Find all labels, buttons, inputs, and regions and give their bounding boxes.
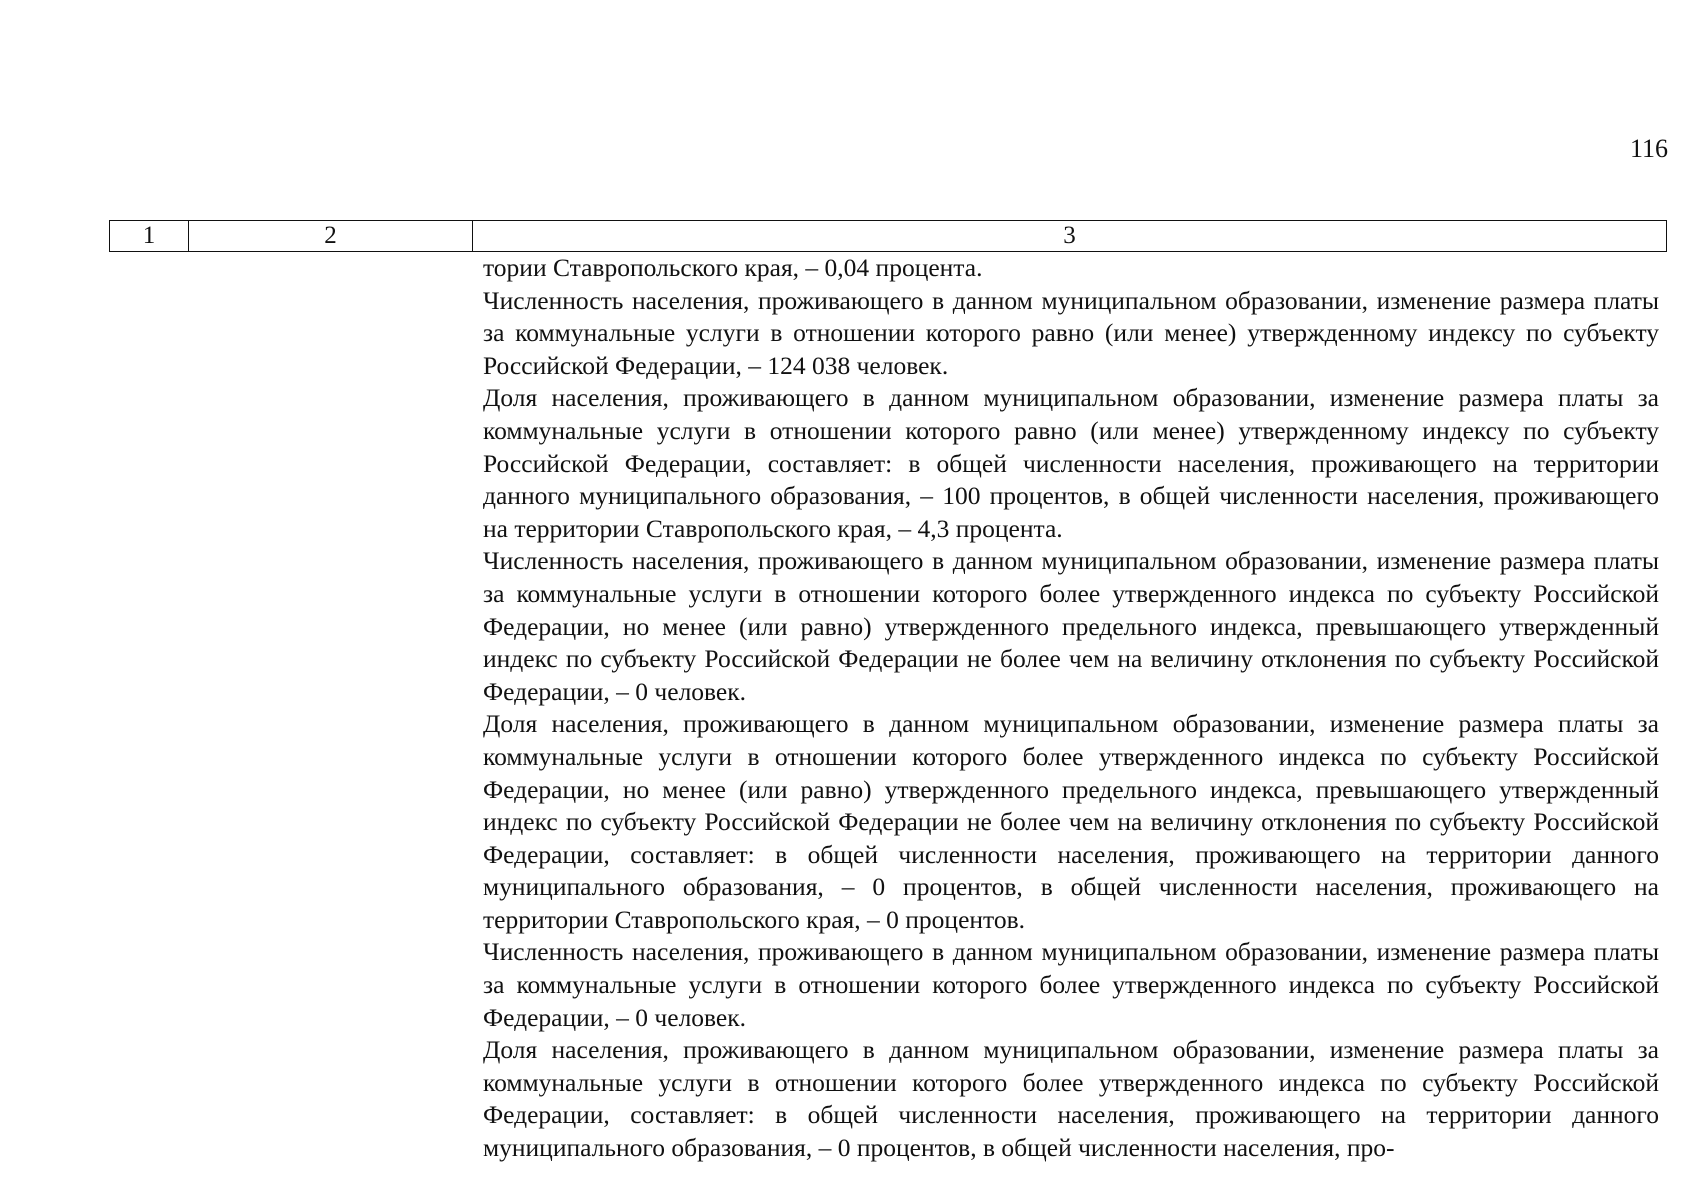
page-number: 116	[1629, 134, 1668, 163]
document-body	[483, 252, 1659, 1165]
paragraph: Численность населения, проживающего в данном муниципальном образовании, изменение размера платы за коммунальные услуги в отношении которого более утвержденного индекса по субъекту Российской Федерации, но менее (или равно) утвержденного предельного индекса, превышающего утвержденный индекс по субъекту Российской Федерации не более чем на величину отклонения по субъекту Российской Федерации, – 0 человек.	[483, 546, 1659, 706]
column-header-3: 3	[473, 221, 1667, 252]
paragraph: Доля населения, проживающего в данном муниципальном образовании, изменение размера платы за коммунальные услуги в отношении которого более утвержденного индекса по субъекту Российской Федерации, составляет: в общей численности населения, проживающего на территории данного муниципального образования, – 0 процентов, в общей численности населения, про-	[483, 1035, 1659, 1163]
column-header-table	[109, 220, 1667, 252]
paragraph: Численность населения, проживающего в данном муниципальном образовании, изменение размера платы за коммунальные услуги в отношении которого более утвержденного индекса по субъекту Российской Федерации, – 0 человек.	[483, 937, 1659, 1032]
paragraph: тории Ставропольского края, – 0,04 процента.	[483, 253, 983, 282]
column-header-2: 2	[189, 221, 473, 252]
column-header-1: 1	[110, 221, 189, 252]
paragraph: Численность населения, проживающего в данном муниципальном образовании, изменение размера платы за коммунальные услуги в отношении которого равно (или менее) утвержденному индексу по субъекту Российской Федерации, – 124 038 человек.	[483, 285, 1659, 380]
paragraph: Доля населения, проживающего в данном муниципальном образовании, изменение размера платы за коммунальные услуги в отношении которого равно (или менее) утвержденному индексу по субъекту Российской Федерации, составляет: в общей численности населения, проживающего на территории данного муниципального образования, – 100 процентов, в общей численности населения, проживающего на территории Ставропольского края, – 4,3 процента.	[483, 383, 1659, 543]
column-header-row	[110, 221, 1667, 252]
paragraph: Доля населения, проживающего в данном муниципальном образовании, изменение размера платы за коммунальные услуги в отношении которого более утвержденного индекса по субъекту Российской Федерации, но менее (или равно) утвержденного предельного индекса, превышающего утвержденный индекс по субъекту Российской Федерации не более чем на величину отклонения по субъекту Российской Федерации, составляет: в общей численности населения, проживающего на территории данного муниципального образования, – 0 процентов, в общей численности населения, проживающего на территории Ставропольского края, – 0 процентов.	[483, 709, 1659, 934]
